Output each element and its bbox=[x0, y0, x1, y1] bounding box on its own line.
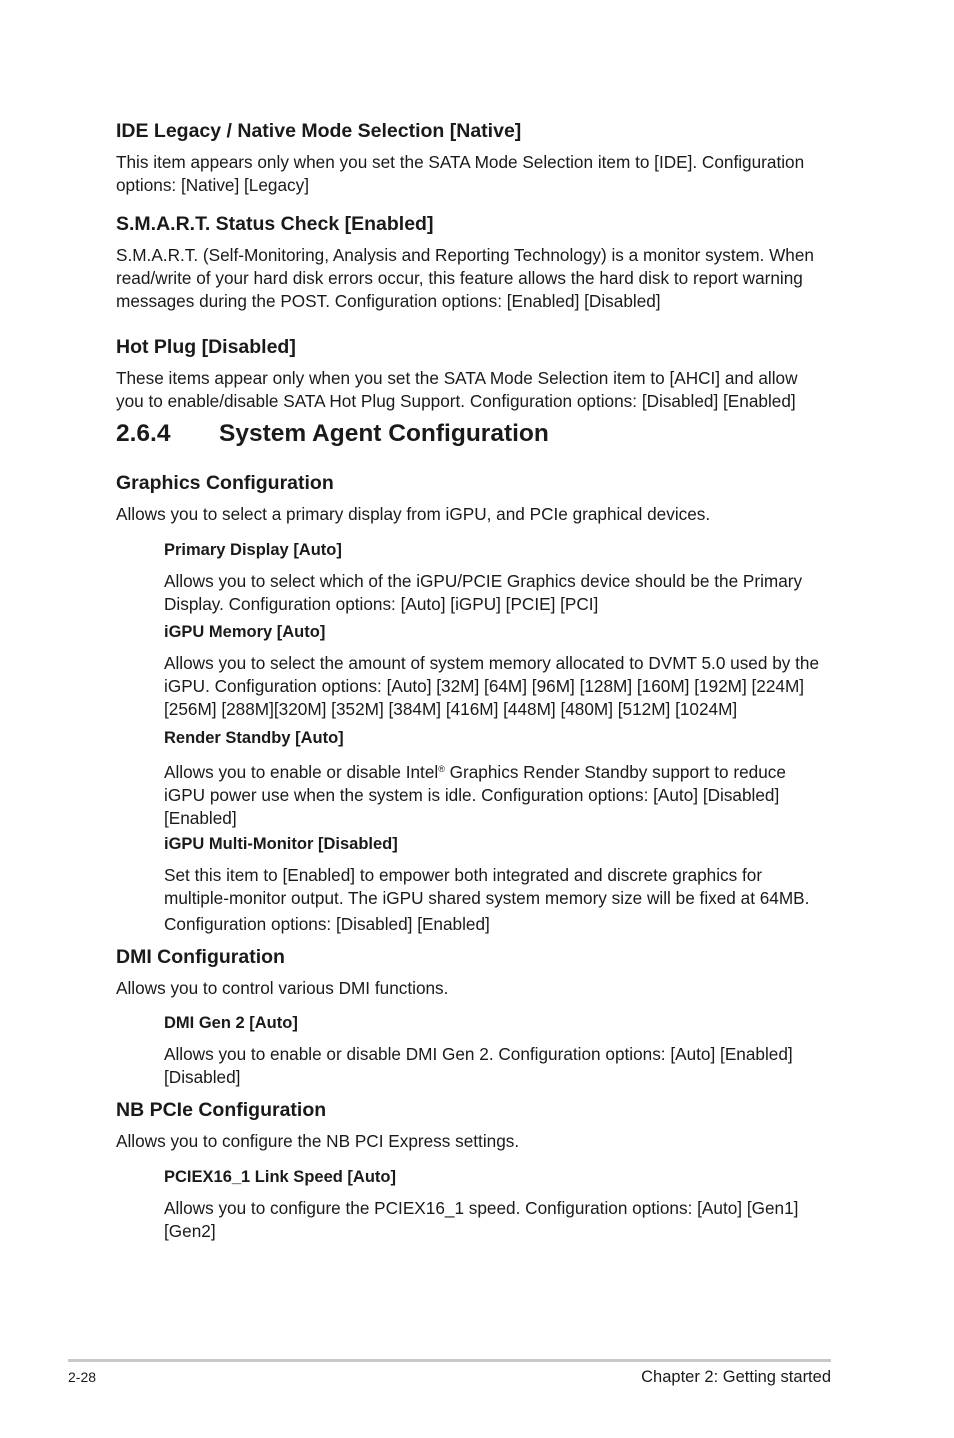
pciex16-link-speed-heading: PCIEX16_1 Link Speed [Auto] bbox=[164, 1168, 396, 1186]
section-title-text: System Agent Configuration bbox=[219, 420, 549, 447]
nb-pcie-config-description: Allows you to configure the NB PCI Express settings. bbox=[116, 1131, 520, 1151]
nb-pcie-config-heading: NB PCIe Configuration bbox=[116, 1099, 327, 1121]
dmi-config-description: Allows you to control various DMI functions. bbox=[116, 978, 449, 998]
primary-display-heading: Primary Display [Auto] bbox=[164, 541, 342, 559]
render-standby-text-post: Graphics Render Standby support to reduce iGPU power use when the system is idle. Configuration options: [Auto] [Disabled] [Enabled] bbox=[164, 762, 786, 829]
section-title bbox=[116, 420, 549, 448]
render-standby-text-pre: Allows you to enable or disable Intel bbox=[164, 762, 439, 782]
igpu-multi-monitor-description: Set this item to [Enabled] to empower both integrated and discrete graphics for multiple-monitor output. The iGPU shared system memory size will be fixed at 64MB. bbox=[164, 865, 810, 909]
registered-mark: ® bbox=[438, 764, 445, 774]
render-standby-heading: Render Standby [Auto] bbox=[164, 729, 344, 747]
igpu-multi-monitor-heading: iGPU Multi-Monitor [Disabled] bbox=[164, 835, 398, 853]
smart-description: S.M.A.R.T. (Self-Monitoring, Analysis and Reporting Technology) is a monitor system. When read/write of your hard disk errors occur, this feature allows the hard disk to report warning messages during the POST. Configuration options: [Enabled] [Disabled] bbox=[116, 245, 814, 312]
graphics-config-heading: Graphics Configuration bbox=[116, 472, 334, 494]
graphics-config-description: Allows you to select a primary display from iGPU, and PCIe graphical devices. bbox=[116, 504, 711, 524]
igpu-memory-heading: iGPU Memory [Auto] bbox=[164, 623, 326, 641]
dmi-config-heading: DMI Configuration bbox=[116, 946, 285, 968]
section-number: 2.6.4 bbox=[116, 420, 171, 447]
dmi-gen2-heading: DMI Gen 2 [Auto] bbox=[164, 1014, 298, 1032]
ide-legacy-description: This item appears only when you set the SATA Mode Selection item to [IDE]. Configuration options: [Native] [Legacy] bbox=[116, 152, 805, 196]
ide-legacy-heading: IDE Legacy / Native Mode Selection [Native] bbox=[116, 120, 522, 142]
chapter-label: Chapter 2: Getting started bbox=[641, 1368, 831, 1386]
hot-plug-heading: Hot Plug [Disabled] bbox=[116, 336, 296, 358]
hot-plug-description: These items appear only when you set the SATA Mode Selection item to [AHCI] and allow you to enable/disable SATA Hot Plug Support. Configuration options: [Disabled] [Enabled] bbox=[116, 368, 798, 412]
igpu-multi-monitor-options: Configuration options: [Disabled] [Enabled] bbox=[164, 914, 490, 934]
smart-heading: S.M.A.R.T. Status Check [Enabled] bbox=[116, 213, 434, 235]
igpu-memory-description: Allows you to select the amount of system memory allocated to DVMT 5.0 used by the iGPU. Configuration options: [Auto] [32M] [64M] [96M] [128M] [160M] [192M] [224M] [256M] [288M][320M] [352M] [384M] [416M] [448M] [480M] [512M] [1024M] bbox=[164, 653, 820, 720]
primary-display-description: Allows you to select which of the iGPU/PCIE Graphics device should be the Primary Display. Configuration options: [Auto] [iGPU] [PCIE] [PCI] bbox=[164, 571, 803, 615]
dmi-gen2-description: Allows you to enable or disable DMI Gen 2. Configuration options: [Auto] [Enabled] [Disabled] bbox=[164, 1044, 793, 1088]
footer-divider bbox=[68, 1359, 831, 1362]
render-standby-description bbox=[164, 758, 828, 831]
page-number: 2-28 bbox=[68, 1369, 97, 1385]
pciex16-link-speed-description: Allows you to configure the PCIEX16_1 speed. Configuration options: [Auto] [Gen1] [Gen2] bbox=[164, 1198, 799, 1242]
